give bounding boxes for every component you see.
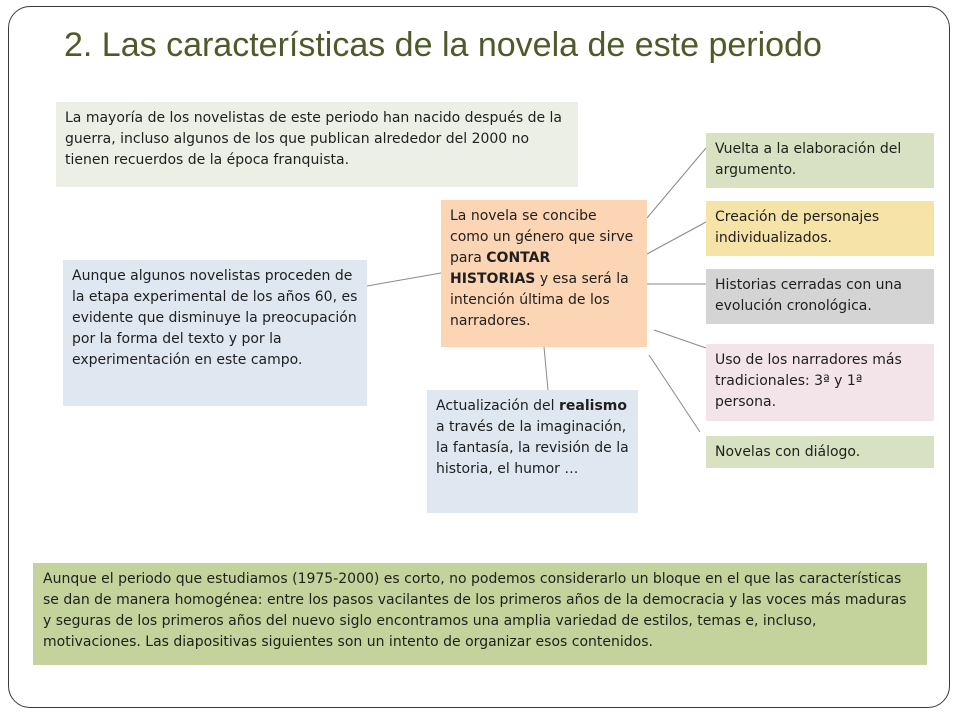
bottom-center-text: Actualización del [436, 398, 559, 414]
bottom-center-highlight: realismo [559, 398, 627, 414]
connector-center-to-right-4 [654, 330, 706, 348]
center-box-text: La novela se concibe como un género que sirve para [450, 208, 634, 266]
slide-title: 2. Las características de la novela de este periodo [64, 26, 822, 64]
right-box-characters: Creación de personajes individualizados. [706, 201, 934, 256]
right-box-closed-stories: Historias cerradas con una evolución cronológica. [706, 269, 934, 324]
intro-box: La mayoría de los novelistas de este periodo han nacido después de la guerra, incluso algunos de los que publican alrededor del 2000 no tienen recuerdos de la época franquista. [56, 102, 578, 187]
connector-center-to-right-5 [649, 355, 700, 432]
connector-center-to-right-2 [647, 222, 706, 254]
right-box-plot: Vuelta a la elaboración del argumento. [706, 133, 934, 188]
center-box-text-end: y esa será la intención última de los narradores. [450, 271, 629, 329]
center-box [441, 200, 647, 347]
right-box-dialogue: Novelas con diálogo. [706, 436, 934, 468]
right-box-narrators: Uso de los narradores más tradicionales: 3ª y 1ª persona. [706, 344, 934, 421]
center-box-highlight: CONTAR HISTORIAS [450, 250, 551, 287]
bottom-center-box [427, 390, 638, 513]
connector-center-to-bottom [544, 347, 548, 390]
left-box: Aunque algunos novelistas proceden de la etapa experimental de los años 60, es evidente que disminuye la preocupación por la forma del texto y por la experimentación en este campo. [63, 260, 367, 406]
footer-box: Aunque el periodo que estudiamos (1975-2000) es corto, no podemos considerarlo un bloque en el que las características se dan de manera homogénea: entre los pasos vacilantes de los primeros años de la democracia y las voces más maduras y seguras de los primeros años del nuevo siglo encontramos una amplia variedad de estilos, temas e, incluso, motivaciones. Las diapositivas siguientes son un intento de organizar esos contenidos. [33, 563, 927, 665]
bottom-center-text-end: a través de la imaginación, la fantasía, la revisión de la historia, el humor … [436, 419, 629, 477]
connector-center-to-left [367, 273, 441, 286]
connector-center-to-right-1 [647, 148, 706, 218]
